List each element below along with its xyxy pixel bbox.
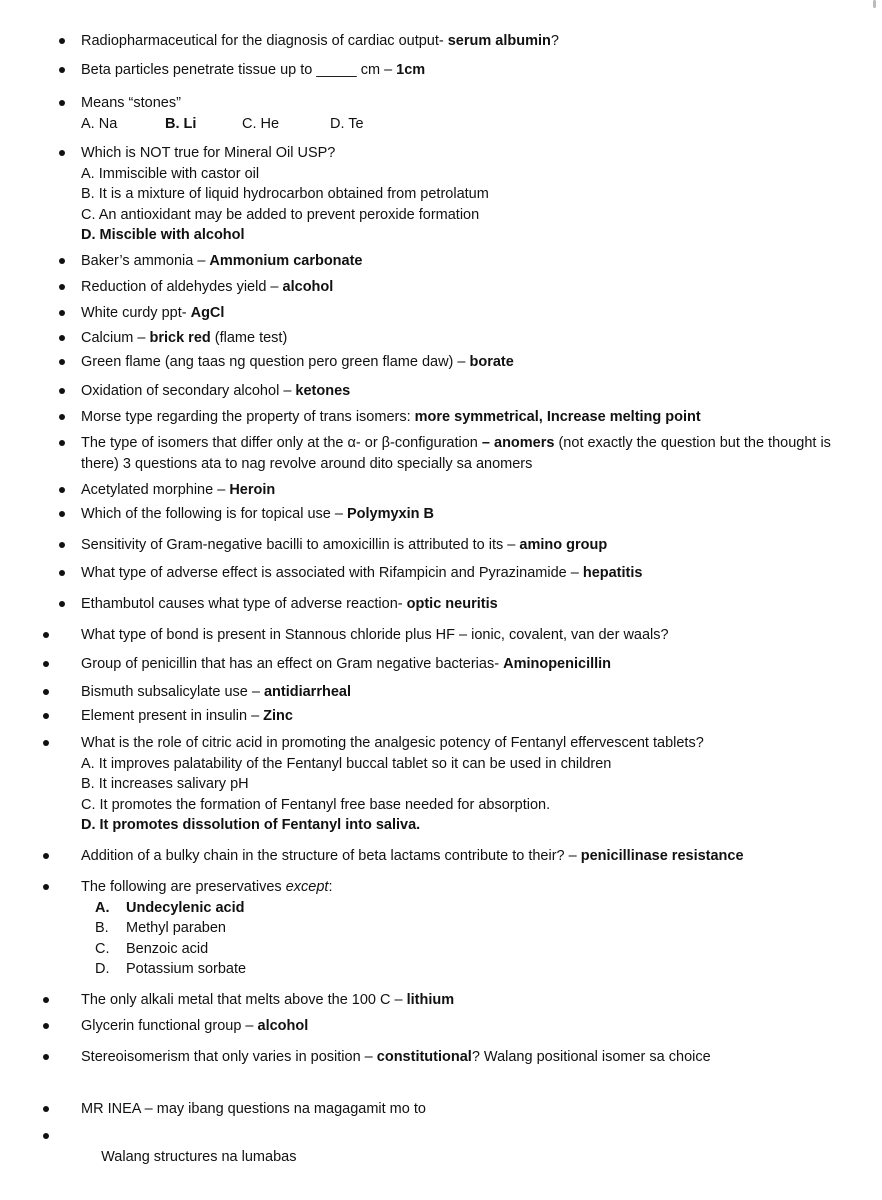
item-answer: more symmetrical, Increase melting point — [414, 409, 701, 425]
item-text: Green flame (ang taas ng question pero green flame daw) – — [81, 354, 470, 370]
bullet-icon — [43, 713, 49, 719]
item-text: The type of isomers that differ only at the α- or β-configuration — [81, 435, 482, 451]
options-list — [95, 898, 858, 980]
option: C. It promotes the formation of Fentanyl free base needed for absorption. — [81, 796, 551, 813]
item-text-tail: ? Walang positional isomer sa choice — [471, 1049, 711, 1065]
bullet-icon — [59, 487, 65, 493]
option: A. Na — [81, 115, 118, 132]
item-text: Ethambutol causes what type of adverse reaction- — [81, 596, 407, 612]
item-answer: AgCl — [190, 305, 225, 321]
list-item — [81, 1126, 858, 1188]
item-text: Beta particles penetrate tissue up to _____ cm – — [81, 62, 397, 78]
bullet-icon — [59, 359, 65, 365]
list-item — [81, 1016, 858, 1037]
option: C. He — [242, 115, 280, 132]
option: A. It improves palatability of the Fentanyl buccal tablet so it can be used in children — [81, 755, 612, 772]
item-text: Walang structures na lumabas — [97, 1148, 297, 1165]
item-text: Bismuth subsalicylate use – — [81, 684, 264, 700]
bullet-icon — [59, 100, 65, 106]
item-answer: Zinc — [263, 708, 293, 724]
item-text-tail: ? — [550, 33, 559, 49]
item-text: Stereoisomerism that only varies in position – — [81, 1049, 377, 1065]
list-item — [81, 682, 858, 703]
item-text-tail: (not exactly the question but the thought is there) 3 questions ata to nag revolve around dito specially sa anomers — [81, 435, 831, 472]
option — [95, 918, 858, 939]
item-answer: optic neuritis — [406, 596, 498, 612]
bullet-icon — [43, 884, 49, 890]
list-item — [81, 433, 858, 474]
list-item — [81, 251, 858, 272]
list-item — [81, 93, 858, 134]
bullet-icon — [59, 38, 65, 44]
item-answer: borate — [469, 354, 514, 370]
list-item — [81, 654, 858, 675]
bullet-icon — [43, 689, 49, 695]
list-item — [81, 31, 858, 52]
item-answer: – anomers — [481, 435, 555, 451]
bullet-icon — [59, 440, 65, 446]
bullet-icon — [43, 853, 49, 859]
list-item — [81, 1099, 858, 1120]
item-text: White curdy ppt- — [81, 305, 191, 321]
list-item — [81, 1047, 858, 1068]
option-text: Undecylenic acid — [126, 899, 245, 916]
item-answer: penicillinase resistance — [580, 848, 744, 864]
item-answer: Aminopenicillin — [503, 656, 612, 672]
bullet-icon — [59, 150, 65, 156]
bullet-icon — [59, 414, 65, 420]
option — [95, 959, 858, 980]
item-text: Group of penicillin that has an effect on Gram negative bacterias- — [81, 656, 504, 672]
item-answer: ketones — [295, 383, 351, 399]
item-text: Element present in insulin – — [81, 708, 264, 724]
option-letter: B. — [95, 920, 109, 936]
option: B. It is a mixture of liquid hydrocarbon obtained from petrolatum — [81, 186, 489, 202]
option-letter: A. — [95, 899, 110, 916]
bullet-icon — [43, 632, 49, 638]
list-item — [81, 846, 858, 867]
list-item — [81, 594, 858, 615]
scroll-indicator — [873, 0, 876, 8]
option — [95, 939, 858, 960]
item-answer: constitutional — [376, 1049, 472, 1065]
list-item — [81, 352, 858, 373]
list-item — [81, 990, 858, 1011]
list-item — [81, 277, 858, 298]
item-answer: lithium — [406, 992, 455, 1008]
bullet-icon — [43, 661, 49, 667]
option: C. An antioxidant may be added to prevent peroxide formation — [81, 206, 480, 223]
item-text: Reduction of aldehydes yield – — [81, 279, 283, 295]
option-letter: D. — [95, 961, 110, 977]
stem-emphasis: except — [285, 879, 329, 895]
list-item — [81, 60, 858, 81]
item-text: Morse type regarding the property of trans isomers: — [81, 409, 415, 425]
item-answer: hepatitis — [582, 565, 643, 581]
list-item — [81, 706, 858, 727]
question-stem: What is the role of citric acid in promoting the analgesic potency of Fentanyl effervescent tablets? — [81, 735, 704, 751]
option-text: Potassium sorbate — [126, 961, 247, 977]
item-text: MR INEA – may ibang questions na magagamit mo to — [81, 1101, 426, 1117]
list-item — [81, 303, 858, 324]
question-stem: Means “stones” — [81, 95, 181, 111]
list-item — [81, 877, 858, 980]
list-item — [81, 328, 858, 349]
bullet-icon — [43, 997, 49, 1003]
option-letter: C. — [95, 940, 110, 957]
item-text: Radiopharmaceutical for the diagnosis of cardiac output- — [81, 33, 448, 49]
item-text: Baker’s ammonia – — [81, 253, 210, 269]
item-answer: Heroin — [229, 482, 276, 498]
bullet-icon — [59, 601, 65, 607]
item-answer: brick red — [149, 330, 211, 346]
option-correct: B. Li — [165, 115, 197, 132]
item-text: Acetylated morphine – — [81, 482, 230, 498]
list-item — [81, 563, 858, 584]
list-item — [81, 504, 858, 525]
bullet-icon — [43, 740, 49, 746]
item-answer: Polymyxin B — [346, 506, 434, 522]
bullet-icon — [59, 335, 65, 341]
item-answer: antidiarrheal — [263, 684, 351, 700]
item-text: Oxidation of secondary alcohol – — [81, 383, 296, 399]
bullet-icon — [43, 1133, 49, 1139]
option-text: Methyl paraben — [126, 920, 226, 936]
item-text-tail: (flame test) — [210, 330, 288, 346]
stem-text: The following are preservatives — [81, 879, 286, 895]
bullet-icon — [43, 1054, 49, 1060]
item-text: Which of the following is for topical use – — [81, 506, 347, 522]
item-text: What type of adverse effect is associated with Rifampicin and Pyrazinamide – — [81, 565, 583, 581]
option-correct: D. It promotes dissolution of Fentanyl into saliva. — [81, 817, 421, 833]
bullet-icon — [59, 67, 65, 73]
item-answer: 1cm — [396, 62, 426, 78]
bullet-icon — [59, 388, 65, 394]
bullet-icon — [59, 284, 65, 290]
bullet-icon — [43, 1106, 49, 1112]
option: B. It increases salivary pH — [81, 776, 249, 792]
item-answer: alcohol — [282, 279, 334, 295]
option-correct: D. Miscible with alcohol — [81, 227, 245, 243]
item-text: Addition of a bulky chain in the structure of beta lactams contribute to their? – — [81, 848, 581, 864]
option-correct — [95, 898, 858, 919]
question-stem — [81, 877, 858, 898]
bullet-icon — [59, 258, 65, 264]
item-text: Calcium – — [81, 330, 150, 346]
bullet-icon — [59, 511, 65, 517]
item-answer: Ammonium carbonate — [209, 253, 363, 269]
options-row — [81, 114, 858, 135]
list-item — [81, 625, 858, 646]
option: A. Immiscible with castor oil — [81, 165, 260, 182]
list-item — [81, 535, 858, 556]
list-item — [81, 143, 858, 246]
item-text: What type of bond is present in Stannous chloride plus HF – ionic, covalent, van der waals? — [81, 627, 669, 643]
list-item — [81, 480, 858, 501]
item-answer: alcohol — [257, 1018, 309, 1034]
list-item — [81, 733, 858, 836]
list-item — [81, 381, 858, 402]
item-answer: serum albumin — [447, 33, 551, 49]
question-stem: Which is NOT true for Mineral Oil USP? — [81, 145, 336, 161]
bullet-icon — [43, 1023, 49, 1029]
bullet-icon — [59, 310, 65, 316]
option: D. Te — [330, 115, 364, 132]
list-item — [81, 407, 858, 428]
stem-tail: : — [328, 879, 333, 895]
item-text: Sensitivity of Gram-negative bacilli to amoxicillin is attributed to its – — [81, 537, 520, 553]
item-answer: amino group — [519, 537, 608, 553]
item-text: The only alkali metal that melts above the 100 C – — [81, 992, 407, 1008]
item-text: Glycerin functional group – — [81, 1018, 258, 1034]
bullet-icon — [59, 570, 65, 576]
option-text: Benzoic acid — [126, 940, 209, 957]
bullet-icon — [59, 542, 65, 548]
